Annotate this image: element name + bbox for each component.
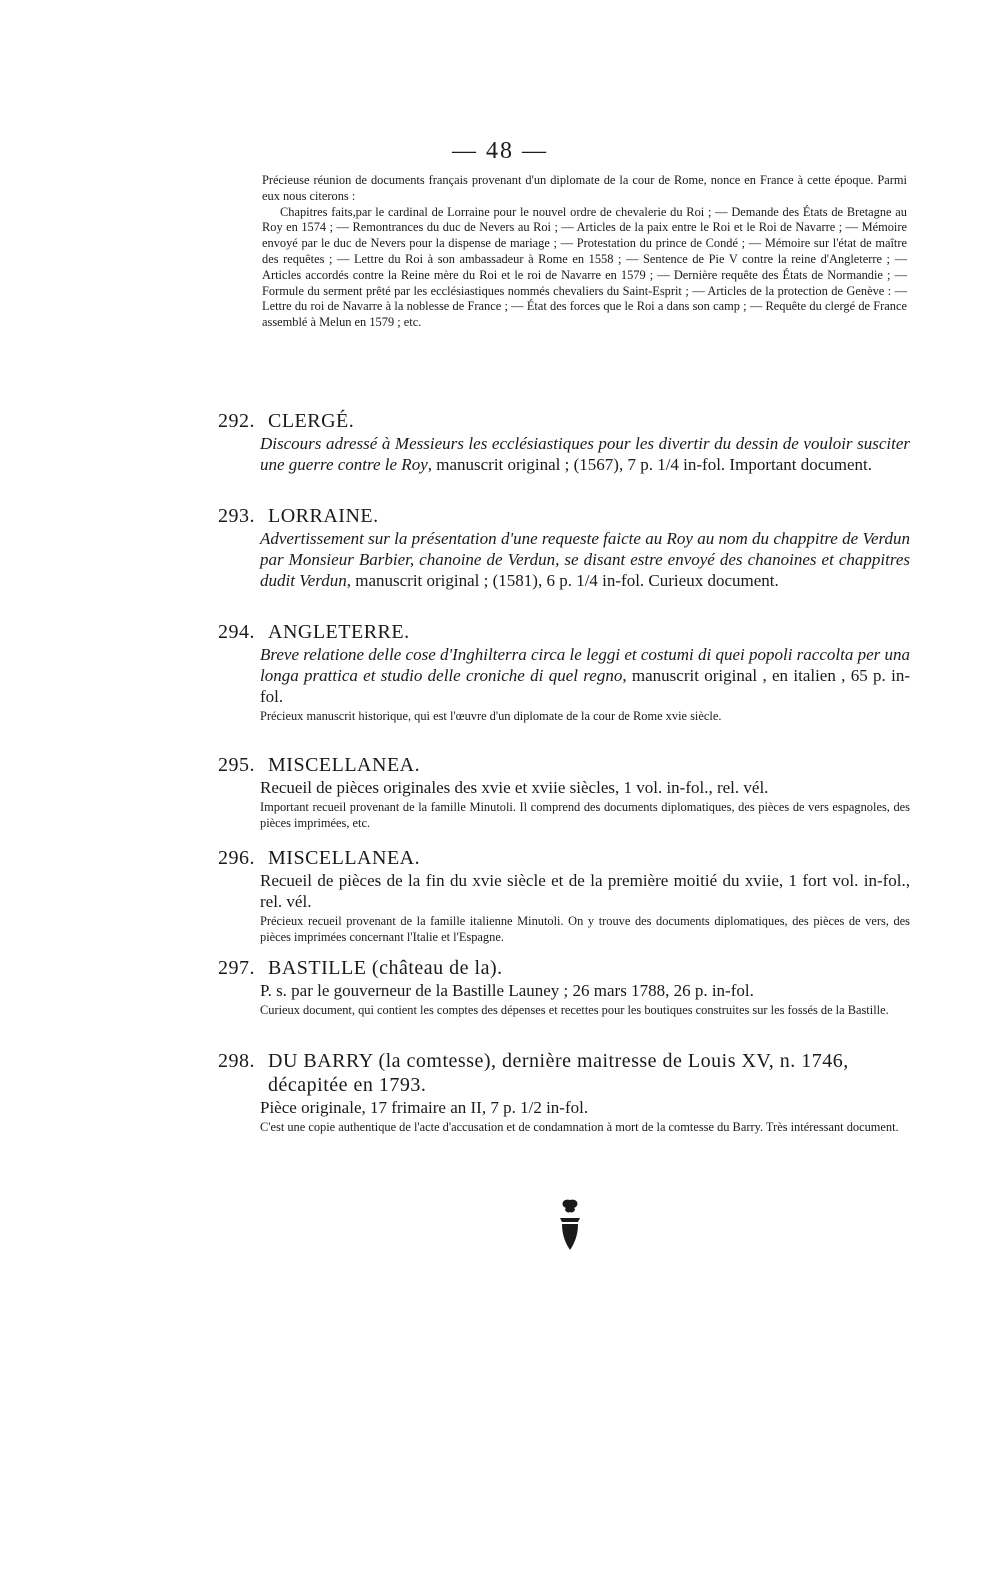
entry-heading: [218, 1049, 910, 1097]
catalog-entry-292: [218, 409, 910, 475]
entry-description: [260, 777, 910, 798]
catalog-entry-294: [218, 620, 910, 725]
entry-description: [260, 528, 910, 591]
entry-heading: [218, 504, 910, 528]
entry-subject: DU BARRY (la comtesse), dernière maitresse de Louis XV, n. 1746, décapitée en 1793.: [268, 1050, 849, 1096]
entry-description: [260, 433, 910, 475]
entry-subject: BASTILLE (château de la).: [268, 957, 503, 979]
entry-subject: MISCELLANEA.: [268, 754, 421, 776]
entry-number: 293.: [218, 505, 255, 527]
entry-details: Pièce originale, 17 frimaire an II, 7 p. 1/2 in-fol.: [260, 1098, 589, 1117]
entry-note: Précieux recueil provenant de la famille italienne Minutoli. On y trouve des documents diplomatiques, des pièces de vers, des pièces imprimées concernant l'Italie et l'Espagne.: [260, 914, 910, 944]
catalog-entry-296: [218, 846, 910, 945]
tailpiece-ornament-icon: [552, 1196, 588, 1252]
entry-number: 292.: [218, 410, 255, 432]
entry-title: Advertissement sur la présentation d'une requeste faicte au Roy au nom du chappitre de Verdun par Monsieur Barbier, chanoine de Verdun, se disant estre envoyé des chanoines et chappitres dudit Verdun: [260, 529, 910, 590]
entry-note: Curieux document, qui contient les comptes des dépenses et recettes pour les boutiques construites sur les fossés de la Bastille.: [260, 1003, 889, 1017]
entry-title: Discours adressé à Messieurs les ecclésiastiques pour les divertir du dessin de vouloir susciter une guerre contre le Roy: [260, 434, 910, 474]
intro-document-list: Chapitres faits,par le cardinal de Lorraine pour le nouvel ordre de chevalerie du Roi ; — Demande des États de Bretagne au Roy en 1574 ; — Remontrances du duc de Nevers au Roi ; — Articles de la paix entre le Roi et le Roi de Navarre ; — Mémoire envoyé par le duc de Nevers pour la dispense de mariage ; — Protestation du prince de Condé ; — Mémoire sur l'état de maître des requêtes ; — Lettre du Roi à son ambassadeur à Rome en 1558 ; — Sentence de Pie V contre la reine d'Angleterre ; — Articles accordés contre la Reine mère du Roi et le roi de Navarre en 1579 ; — Dernière requête des États de Normandie ; — Formule du serment prêté par les ecclésiastiques nommés chevaliers du Saint-Esprit ; — Articles de la protection de Genève : — Lettre du roi de Navarre à la noblesse de France ; — État des forces que le Roi a dans son camp ; — Requête du clergé de France assemblé à Melun en 1579 ; etc.: [262, 204, 907, 330]
entry-heading: [218, 753, 910, 777]
intro-lead: Précieuse réunion de documents français provenant d'un diplomate de la cour de Rome, nonce en France à cette époque. Parmi eux nous citerons :: [262, 173, 907, 203]
catalog-entry-297: [218, 956, 910, 1019]
entry-note: C'est une copie authentique de l'acte d'accusation et de condamnation à mort de la comtesse du Barry. Très intéressant document.: [260, 1120, 899, 1134]
entry-subject: LORRAINE.: [268, 505, 379, 527]
entry-description: [260, 1097, 910, 1118]
catalog-entry-298: [218, 1049, 910, 1136]
entry-subject: MISCELLANEA.: [268, 847, 421, 869]
entry-details: , manuscrit original ; (1567), 7 p. 1/4 in-fol. Important document.: [427, 455, 873, 474]
entry-details: Recueil de pièces originales des xvie et xviie siècles, 1 vol. in-fol., rel. vél.: [260, 778, 769, 797]
entry-details: P. s. par le gouverneur de la Bastille Launey ; 26 mars 1788, 26 p. in-fol.: [260, 981, 754, 1000]
page-number: — 48 —: [452, 138, 548, 164]
entry-description: [260, 644, 910, 707]
catalog-entry-293: [218, 504, 910, 591]
entry-number: 297.: [218, 957, 255, 979]
entry-description: [260, 980, 910, 1001]
entry-subject: ANGLETERRE.: [268, 621, 410, 643]
entry-details: Recueil de pièces de la fin du xvie siècle et de la première moitié du xviie, 1 fort vol. in-fol., rel. vél.: [260, 871, 910, 911]
intro-paragraph: [262, 173, 907, 331]
entry-heading: [218, 846, 910, 870]
entry-description: [260, 870, 910, 912]
entry-note: Important recueil provenant de la famille Minutoli. Il comprend des documents diplomatiques, des pièces de vers espagnoles, des pièces imprimées, etc.: [260, 800, 910, 830]
entry-heading: [218, 409, 910, 433]
entry-heading: [218, 620, 910, 644]
catalog-entry-295: [218, 753, 910, 831]
entry-title: Breve relatione delle cose d'Inghilterra circa le leggi et costumi di quei popoli raccolta per una longa prattica et studio delle croniche di quel regno: [260, 645, 910, 685]
entry-details: , manuscrit original ; (1581), 6 p. 1/4 in-fol. Curieux document.: [346, 571, 779, 590]
entry-number: 295.: [218, 754, 255, 776]
entry-number: 294.: [218, 621, 255, 643]
entry-details: , manuscrit original , en italien , 65 p. in-fol.: [260, 666, 910, 706]
entry-subject: CLERGÉ.: [268, 410, 355, 432]
entry-number: 298.: [218, 1050, 255, 1072]
entry-note: Précieux manuscrit historique, qui est l'œuvre d'un diplomate de la cour de Rome xvie siècle.: [260, 709, 722, 723]
entry-heading: [218, 956, 910, 980]
entry-number: 296.: [218, 847, 255, 869]
